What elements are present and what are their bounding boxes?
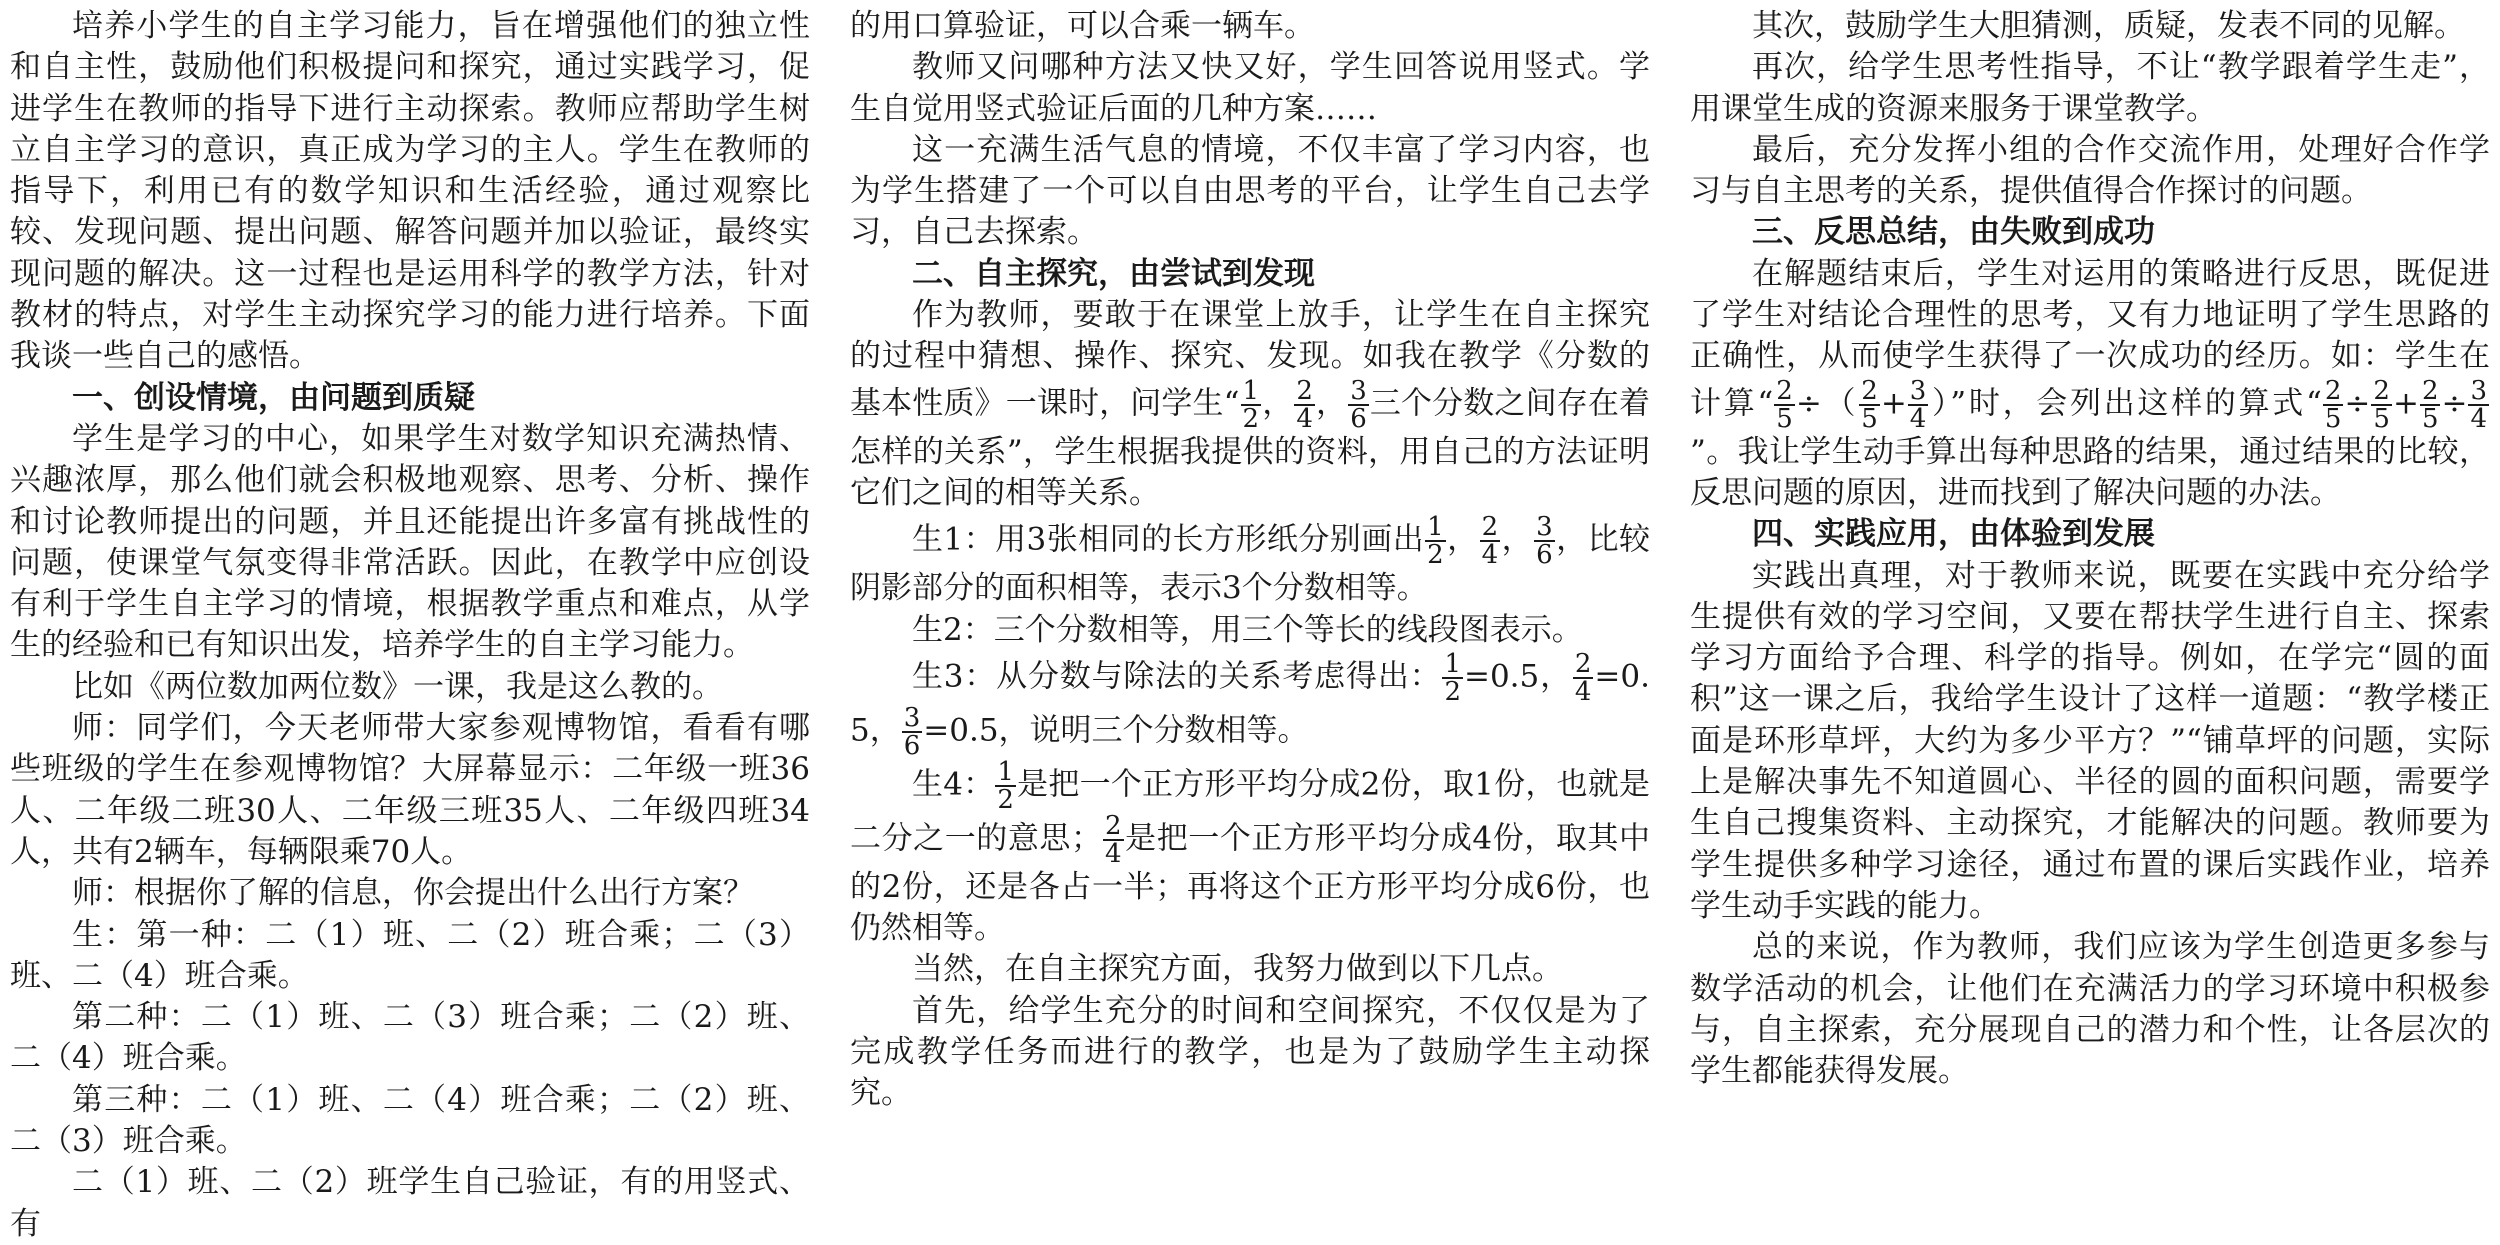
column-3 bbox=[1690, 6, 2490, 1202]
operator: ÷ bbox=[1795, 385, 1822, 422]
dialogue-paragraph: 第三种：二（1）班、二（4）班合乘；二（2）班、二（3）班合乘。 bbox=[10, 1081, 810, 1160]
paragraph: 其次，鼓励学生大胆猜测，质疑，发表不同的见解。 bbox=[1752, 8, 2465, 44]
numerator: 2 bbox=[1776, 375, 1793, 406]
dialogue-paragraph: 生：第一种：二（1）班、二（2）班合乘；二（3）班、二（4）班合乘。 bbox=[10, 916, 810, 994]
text-run: 作为教师，要敢于在课堂上放手，让学生在自主探究的过程中猜想、操作、探究、发现。如我在教学《分数的基本性质》一课时，问学生“ bbox=[850, 297, 1650, 422]
paragraph: 最后，充分发挥小组的合作交流作用，处理好合作学习与自主思考的关系，提供值得合作探讨的问题。 bbox=[1690, 131, 2490, 210]
denominator: 2 bbox=[1242, 403, 1260, 434]
denominator: 2 bbox=[1427, 540, 1444, 571]
section-heading-2: 二、自主探究，由尝试到发现 bbox=[912, 255, 1315, 292]
student-1-paragraph bbox=[850, 514, 1650, 609]
dialogue-paragraph: 第二种：二（1）班、二（3）班合乘；二（2）班、二（4）班合乘。 bbox=[10, 999, 810, 1077]
denominator: 4 bbox=[1296, 403, 1313, 434]
text-run: =0.5， bbox=[1463, 658, 1572, 695]
paragraph: 再次，给学生思考性指导，不让“教学跟着学生走”，用课堂生成的资源来服务于课堂教学。 bbox=[1690, 49, 2490, 127]
paragraph-with-fractions bbox=[850, 295, 1650, 514]
fraction bbox=[1908, 375, 1929, 434]
fraction bbox=[2468, 375, 2489, 434]
text-run: 在解题结束后，学生对运用的策略进行反思，既促进了学生对结论合理性的思考，又有力地证明了学生思路的正确性，从而使学生获得了一次成功的经历。如：学生在计算“ bbox=[1690, 255, 2490, 422]
fraction bbox=[1774, 375, 1795, 434]
paren: ） bbox=[1929, 385, 1951, 422]
paragraph: 总的来说，作为教师，我们应该为学生创造更多参与数学活动的机会，让他们在充满活力的学习环境中积极参与，自主探索，充分展现自己的潜力和个性，让各层次的学生都能获得发展。 bbox=[1690, 929, 2490, 1090]
column-1 bbox=[10, 6, 810, 1242]
denominator: 6 bbox=[903, 730, 921, 761]
numerator: 1 bbox=[997, 756, 1014, 787]
denominator: 6 bbox=[1350, 403, 1367, 434]
numerator: 2 bbox=[1574, 648, 1592, 679]
fraction bbox=[1294, 375, 1315, 434]
fraction bbox=[1442, 648, 1463, 707]
denominator: 2 bbox=[1444, 676, 1461, 707]
denominator: 4 bbox=[2470, 403, 2488, 434]
text-run: 生3：从分数与除法的关系考虑得出： bbox=[912, 658, 1442, 695]
denominator: 4 bbox=[1909, 403, 1927, 434]
operator: + bbox=[1880, 385, 1907, 422]
numerator: 3 bbox=[2470, 375, 2488, 406]
text-run: 是把一个正方形平均分成2份，取1份，也就是二分之一的意思； bbox=[850, 766, 1650, 857]
fraction bbox=[995, 756, 1016, 815]
text-run: 三个分数之间存在着怎样的关系”，学生根据我提供的资料，用自己的方法证明它们之间的相等关系。 bbox=[850, 385, 1650, 511]
student-2-paragraph: 生2：三个分数相等，用三个等长的线段图表示。 bbox=[912, 611, 1583, 648]
fraction bbox=[1573, 648, 1594, 707]
fraction bbox=[1241, 375, 1262, 434]
denominator: 5 bbox=[2324, 403, 2342, 434]
denominator: 5 bbox=[1861, 403, 1878, 434]
numerator: 3 bbox=[903, 702, 921, 733]
numerator: 1 bbox=[1444, 648, 1461, 679]
text-run: ”。我让学生动手算出每种思路的结果，通过结果的比较，反思问题的原因，进而找到了解决问题的办法。 bbox=[1690, 433, 2490, 511]
text-run: 生1：用3张相同的长方形纸分别画出 bbox=[912, 521, 1425, 558]
operator: ÷ bbox=[2344, 385, 2371, 422]
section-heading-3: 三、反思总结，由失败到成功 bbox=[1752, 214, 2155, 251]
student-4-paragraph bbox=[850, 756, 1651, 950]
paragraph: 比如《两位数加两位数》一课，我是这么教的。 bbox=[72, 668, 723, 705]
dialogue-paragraph: 师：根据你了解的信息，你会提出什么出行方案？ bbox=[72, 875, 754, 912]
paragraph: 学生是学习的中心，如果学生对数学知识充满热情、兴趣浓厚，那么他们就会积极地观察、思考、分析、操作和讨论教师提出的问题，并且还能提出许多富有挑战性的问题，使课堂气氛变得非常活跃。因此，在教学中应创设有利于学生自主学习的情境，根据教学重点和难点，从学生的经验和已有知识出发，培养学生的自主学习能力。 bbox=[10, 420, 810, 664]
paragraph: 的用口算验证，可以合乘一辆车。 bbox=[850, 8, 1315, 44]
denominator: 4 bbox=[1481, 540, 1499, 571]
paragraph: 二（1）班、二（2）班学生自己验证，有的用竖式、有 bbox=[10, 1164, 810, 1242]
numerator: 2 bbox=[1296, 375, 1313, 406]
numerator: 2 bbox=[1105, 810, 1122, 841]
numerator: 2 bbox=[2324, 375, 2342, 406]
paragraph: 实践出真理，对于教师来说，既要在实践中充分给学生提供有效的学习空间，又要在帮扶学生进行自主、探索学习方面给予合理、科学的指导。例如，在学完“圆的面积”这一课之后，我给学生设计了这样一道题：“教学楼正面是环形草坪，大约为多少平方？”“铺草坪的问题，实际上是解决事先不知道圆心、半径的圆的面积问题，需要学生自己搜集资料、主动探究，才能解决的问题。教师要为学生提供多种学习途径，通过布置的课后实践作业，培养学生动手实践的能力。 bbox=[1690, 557, 2490, 924]
paren: （ bbox=[1821, 385, 1859, 422]
operator: ÷ bbox=[2441, 385, 2468, 422]
numerator: 1 bbox=[1427, 512, 1444, 543]
comma: ， bbox=[1262, 385, 1294, 422]
numerator: 2 bbox=[1861, 375, 1878, 406]
fraction bbox=[1859, 375, 1880, 434]
paragraph-with-formula bbox=[1690, 254, 2490, 514]
dialogue-paragraph: 师：同学们，今天老师带大家参观博物馆，看看有哪些班级的学生在参观博物馆？大屏幕显示：二年级一班36人、二年级二班30人、二年级三班35人、二年级四班34人，共有2辆车，每辆限乘70人。 bbox=[10, 710, 810, 870]
denominator: 5 bbox=[2373, 403, 2390, 434]
fraction bbox=[2420, 375, 2441, 434]
comma: ， bbox=[1315, 385, 1348, 422]
numerator: 3 bbox=[1909, 375, 1927, 406]
section-heading-4: 四、实践应用，由体验到发展 bbox=[1752, 516, 2155, 553]
text-run: 生4： bbox=[912, 766, 995, 803]
numerator: 2 bbox=[2421, 375, 2439, 406]
fraction bbox=[1480, 512, 1501, 571]
text-run: ，比较阴影部分的面积相等，表示3个分数相等。 bbox=[850, 521, 1651, 607]
fraction bbox=[1534, 512, 1555, 571]
fraction bbox=[902, 702, 923, 761]
fraction bbox=[1425, 512, 1446, 571]
comma: ， bbox=[1501, 521, 1534, 558]
fraction bbox=[1103, 810, 1124, 869]
numerator: 2 bbox=[2373, 375, 2390, 406]
denominator: 5 bbox=[2421, 403, 2439, 434]
denominator: 5 bbox=[1776, 403, 1793, 434]
text-run: =0.5， bbox=[850, 658, 1650, 749]
comma: ， bbox=[1446, 521, 1479, 558]
column-2 bbox=[850, 6, 1650, 1202]
denominator: 4 bbox=[1574, 676, 1592, 707]
intro-paragraph: 培养小学生的自主学习能力，旨在增强他们的独立性和自主性，鼓励他们积极提问和探究，通过实践学习，促进学生在教师的指导下进行主动探索。教师应帮助学生树立自主学习的意识，真正成为学习的主人。学生在教师的指导下，利用已有的数学知识和生活经验，通过观察比较、发现问题、提出问题、解答问题并加以验证，最终实现问题的解决。这一过程也是运用科学的教学方法，针对教材的特点，对学生主动探究学习的能力进行培养。下面我谈一些自己的感悟。 bbox=[10, 8, 810, 375]
operator: + bbox=[2392, 385, 2419, 422]
denominator: 6 bbox=[1536, 540, 1553, 571]
denominator: 2 bbox=[997, 784, 1014, 815]
section-heading-1: 一、创设情境，由问题到质疑 bbox=[72, 379, 475, 416]
text-run: 是把一个正方形平均分成4份，取其中的2份，还是各占一半；再将这个正方形平均分成6份，也仍然相等。 bbox=[850, 820, 1651, 947]
numerator: 1 bbox=[1242, 375, 1260, 406]
numerator: 3 bbox=[1350, 375, 1367, 406]
text-run: =0.5，说明三个分数相等。 bbox=[923, 712, 1309, 749]
paragraph: 首先，给学生充分的时间和空间探究，不仅仅是为了完成教学任务而进行的教学，也是为了鼓励学生主动探究。 bbox=[850, 992, 1650, 1112]
numerator: 2 bbox=[1481, 512, 1499, 543]
paragraph: 教师又问哪种方法又快又好，学生回答说用竖式。学生自觉用竖式验证后面的几种方案…… bbox=[850, 49, 1650, 127]
denominator: 4 bbox=[1105, 838, 1122, 869]
text-run: ”时，会列出这样的算式“ bbox=[1950, 385, 2322, 422]
student-3-paragraph bbox=[850, 648, 1650, 761]
fraction bbox=[2371, 375, 2392, 434]
fraction bbox=[1348, 375, 1369, 434]
numerator: 3 bbox=[1536, 512, 1553, 543]
paragraph: 这一充满生活气息的情境，不仅丰富了学习内容，也为学生搭建了一个可以自由思考的平台，让学生自己去学习，自己去探索。 bbox=[850, 131, 1650, 251]
paragraph: 当然，在自主探究方面，我努力做到以下几点。 bbox=[912, 951, 1563, 988]
fraction bbox=[2323, 375, 2344, 434]
